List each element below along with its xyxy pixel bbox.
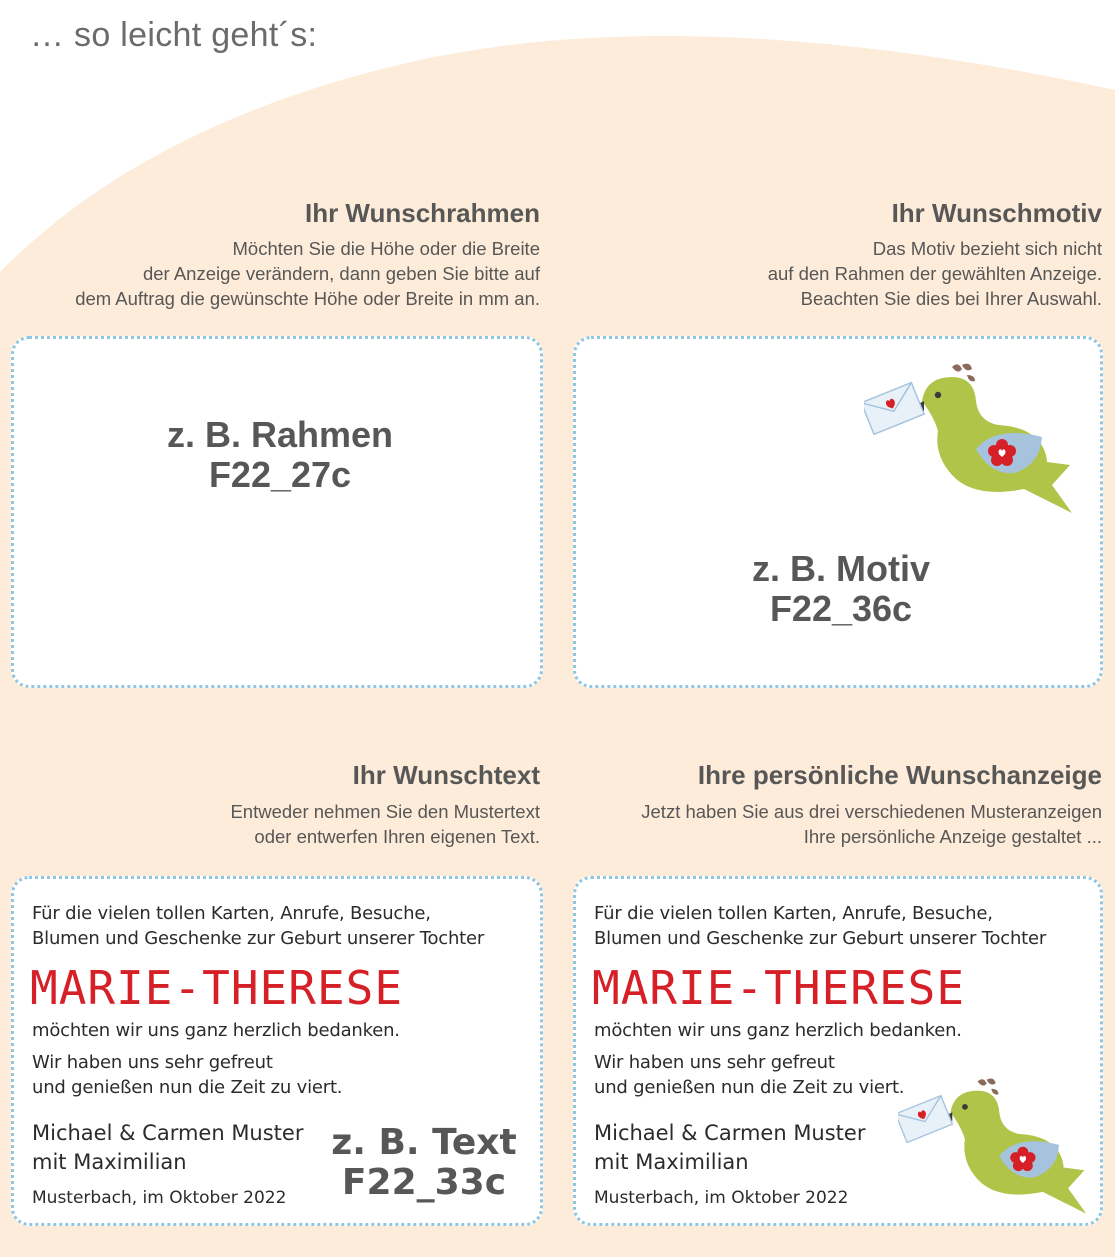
ad-child-name: MARIE-THERESE [592, 961, 966, 1015]
final-example-box [573, 876, 1103, 1226]
ad-thanks-text: möchten wir uns ganz herzlich bedanken. [594, 1020, 962, 1041]
motif-section-description: Das Motiv bezieht sich nicht auf den Rahmen der gewählten Anzeige. Beachten Sie dies bei Ihrer Auswahl. [767, 238, 1102, 309]
ad-intro-text: Für die vielen tollen Karten, Anrufe, Besuche, Blumen und Geschenke zur Geburt unserer Tochter [32, 903, 485, 949]
ad-signature: Michael & Carmen Muster mit Maximilian [594, 1121, 866, 1174]
bird-with-letter-icon [898, 1076, 1088, 1221]
frame-section-description: Möchten Sie die Höhe oder die Breite der Anzeige verändern, dann geben Sie bitte auf dem Auftrag die gewünschte Höhe oder Breite in mm an. [75, 238, 540, 309]
frame-example-box [11, 336, 543, 688]
text-section-description: Entweder nehmen Sie den Mustertext oder entwerfen Ihren eigenen Text. [230, 801, 540, 847]
ad-intro-text: Für die vielen tollen Karten, Anrufe, Besuche, Blumen und Geschenke zur Geburt unserer Tochter [594, 903, 1047, 949]
frame-section-title: Ihr Wunschrahmen [304, 198, 540, 228]
motif-example-label: z. B. Motiv F22_36c [752, 548, 930, 629]
ad-thanks-text: möchten wir uns ganz herzlich bedanken. [32, 1020, 400, 1041]
ad-joy-text: Wir haben uns sehr gefreut und genießen nun die Zeit zu viert. [594, 1052, 905, 1098]
ad-joy-text: Wir haben uns sehr gefreut und genießen nun die Zeit zu viert. [32, 1052, 343, 1098]
text-section-title: Ihr Wunschtext [352, 760, 540, 790]
bird-with-letter-icon [864, 361, 1074, 521]
frame-example-label: z. B. Rahmen F22_27c [166, 414, 394, 495]
text-example-box [11, 876, 543, 1226]
ad-place-date: Musterbach, im Oktober 2022 [594, 1188, 849, 1208]
text-example-label: z. B. Text F22_33c [331, 1122, 517, 1203]
final-section-description: Jetzt haben Sie aus drei verschiedenen Musteranzeigen Ihre persönliche Anzeige gestaltet ... [641, 801, 1102, 847]
final-section-title: Ihre persönliche Wunschanzeige [697, 760, 1102, 790]
ad-child-name: MARIE-THERESE [30, 961, 404, 1015]
motif-section-title: Ihr Wunschmotiv [891, 198, 1102, 228]
ad-place-date: Musterbach, im Oktober 2022 [32, 1188, 287, 1208]
ad-signature: Michael & Carmen Muster mit Maximilian [32, 1121, 304, 1174]
intro-heading: … so leicht geht´s: [30, 16, 318, 54]
motif-example-box [573, 336, 1103, 688]
